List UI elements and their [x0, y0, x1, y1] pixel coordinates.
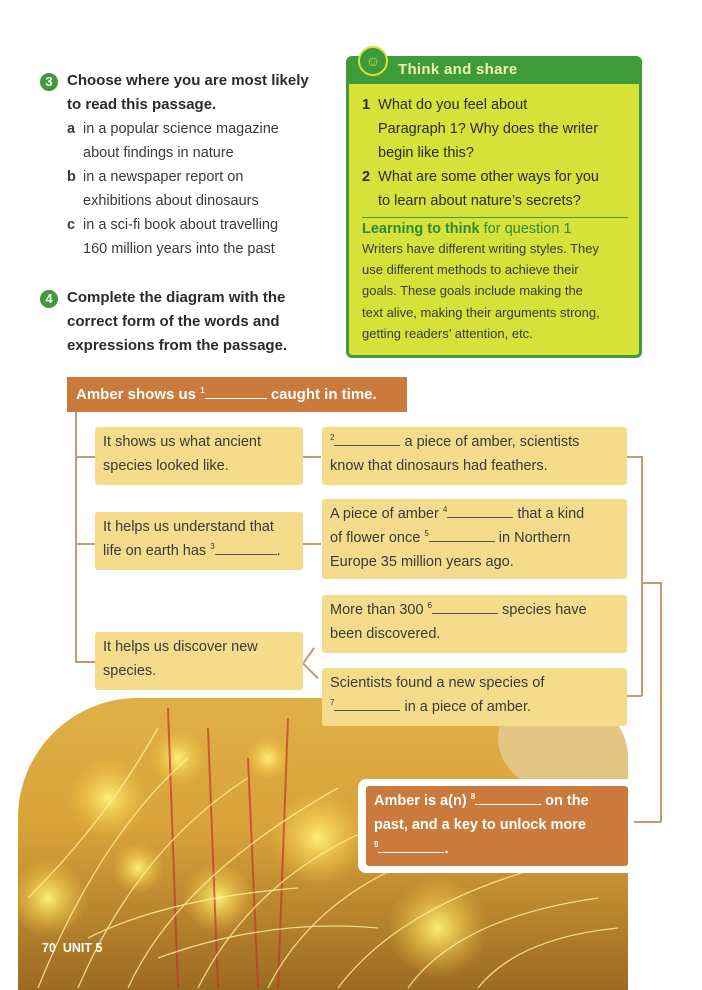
- option-a-line2: about findings in nature: [83, 145, 234, 161]
- diagram-left-1: It shows us what ancient species looked like.: [95, 427, 303, 485]
- connector-right-vert: [641, 456, 643, 696]
- diagram-right-3: More than 300 $^6$ species have been discovered.: [322, 595, 627, 653]
- learning-to-think-line5: getting readers’ attention, etc.: [362, 326, 533, 341]
- question-4-line3: expressions from the passage.: [67, 337, 288, 354]
- question-3-number: 3: [40, 73, 58, 91]
- think-item-1-line2: Paragraph 1? Why does the writer: [378, 121, 599, 137]
- connector-r4: [302, 662, 319, 679]
- connector-right-bottom: [627, 695, 642, 697]
- thinking-head-icon: ☺: [358, 46, 388, 76]
- learning-to-think-heading: Learning to think for question 1: [362, 221, 572, 237]
- connector-trunk: [75, 412, 77, 662]
- connector-left1: [75, 456, 95, 458]
- learning-to-think-line3: goals. These goals include making the: [362, 283, 583, 298]
- connector-left2: [75, 543, 95, 545]
- think-item-1: 1 What do you feel about: [362, 97, 528, 113]
- connector-r2: [303, 543, 321, 545]
- learning-to-think-line2: use different methods to achieve their: [362, 262, 579, 277]
- diagram-right-1: $^2$ a piece of amber, scientists know that dinosaurs had feathers.: [322, 427, 627, 485]
- option-c-line2: 160 million years into the past: [83, 241, 275, 257]
- connector-left3: [75, 661, 95, 663]
- question-3-line2: to read this passage.: [67, 96, 217, 113]
- page-footer: 70 UNIT 5: [42, 941, 103, 955]
- diagram-left-2: It helps us understand that life on earth has $^3$ .: [95, 512, 303, 570]
- connector-final: [634, 821, 661, 823]
- think-item-1-line3: begin like this?: [378, 145, 474, 161]
- question-4-line2: correct form of the words and: [67, 313, 280, 330]
- diagram-root: Amber shows us $^1$ caught in time.: [67, 377, 407, 412]
- option-c: c in a sci-fi book about travelling: [67, 217, 279, 233]
- connector-right-outer: [660, 582, 662, 822]
- think-item-2-line2: to learn about nature’s secrets?: [378, 193, 581, 209]
- diagram-final: Amber is a(n) $^8$ on the past, and a key to unlock more $^9$ .: [366, 786, 628, 866]
- connector-right-mid: [641, 582, 661, 584]
- think-item-2: 2 What are some other ways for you: [362, 169, 599, 185]
- diagram-right-4: Scientists found a new species of $^7$ in a piece of amber.: [322, 668, 627, 726]
- divider: [362, 217, 628, 218]
- connector-r1: [303, 456, 321, 458]
- diagram-right-2: A piece of amber $^4$ that a kind of flower once $^5$ in Northern Europe 35 million years ago.: [322, 499, 627, 579]
- option-b-line2: exhibitions about dinosaurs: [83, 193, 259, 209]
- question-3-line1: Choose where you are most likely: [67, 72, 309, 89]
- think-and-share-title: Think and share: [398, 61, 518, 78]
- learning-to-think-line1: Writers have different writing styles. They: [362, 241, 599, 256]
- question-4-number: 4: [40, 290, 58, 308]
- option-a: a in a popular science magazine: [67, 121, 279, 137]
- question-4-line1: Complete the diagram with the: [67, 289, 286, 306]
- connector-right-top: [627, 456, 642, 458]
- option-b: b in a newspaper report on: [67, 169, 244, 185]
- learning-to-think-line4: text alive, making their arguments strong,: [362, 305, 600, 320]
- diagram-left-3: It helps us discover new species.: [95, 632, 303, 690]
- connector-r3: [303, 647, 315, 663]
